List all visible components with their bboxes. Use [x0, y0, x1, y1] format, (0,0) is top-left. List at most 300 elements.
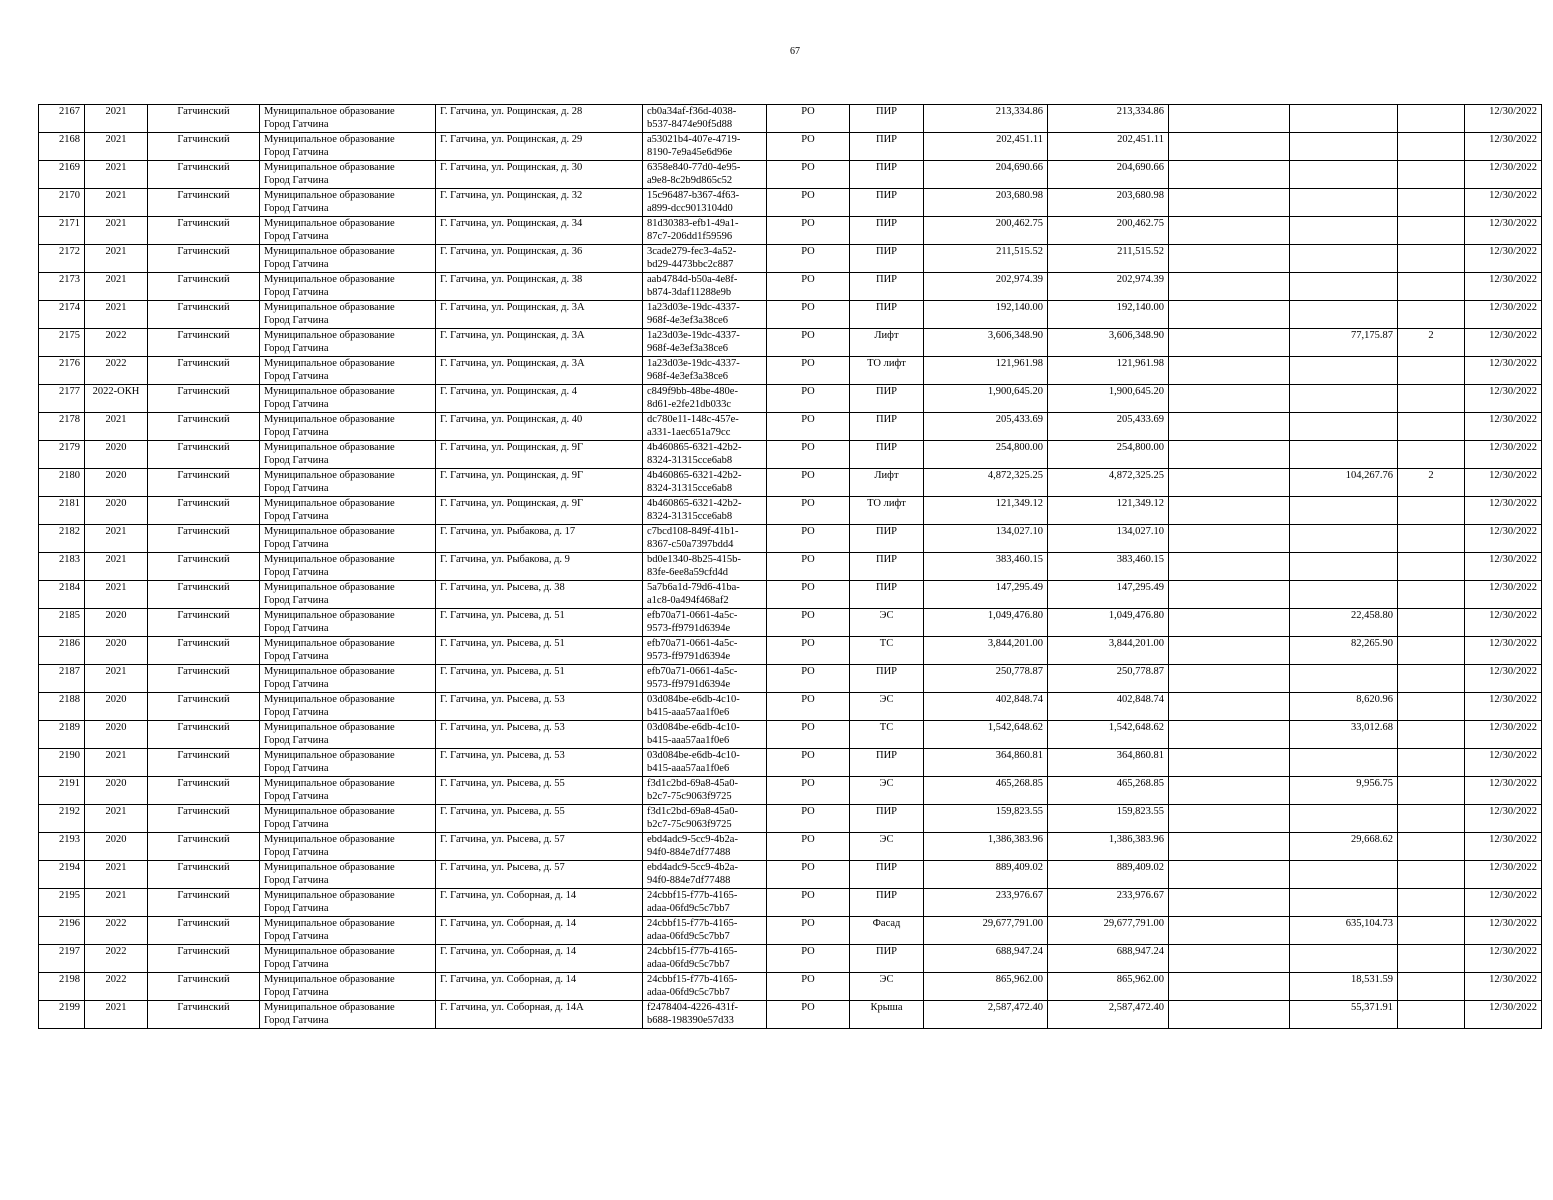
house-uuid-line: 4b460865-6321-42b2- — [647, 470, 742, 481]
date-cell: 12/30/2022 — [1465, 749, 1542, 777]
municipality-line: Муниципальное образование — [264, 890, 395, 901]
house-uuid-line: 03d084be-e6db-4c10- — [647, 694, 740, 705]
municipality-cell — [260, 889, 436, 917]
cost-total-cell: 213,334.86 — [1048, 105, 1169, 133]
date-cell: 12/30/2022 — [1465, 301, 1542, 329]
district-cell: Гатчинский — [148, 525, 260, 553]
work-type-cell: ПИР — [850, 385, 924, 413]
house-uuid-cell — [643, 469, 767, 497]
count-cell — [1398, 217, 1465, 245]
table-row — [39, 721, 1542, 749]
cost-total-cell: 250,778.87 — [1048, 665, 1169, 693]
table-row — [39, 133, 1542, 161]
district-cell: Гатчинский — [148, 1001, 260, 1029]
house-uuid-line: cb0a34af-f36d-4038- — [647, 106, 737, 117]
cost-cell: 121,349.12 — [924, 497, 1048, 525]
row-number-cell: 2176 — [39, 357, 85, 385]
table-row — [39, 497, 1542, 525]
house-uuid-line: f2478404-4226-431f- — [647, 1002, 738, 1013]
address-cell: Г. Гатчина, ул. Рысева, д. 38 — [436, 581, 643, 609]
municipality-line: Муниципальное образование — [264, 554, 395, 565]
municipality-cell — [260, 777, 436, 805]
fee-amount-cell — [1290, 749, 1398, 777]
address-cell: Г. Гатчина, ул. Рыбакова, д. 9 — [436, 553, 643, 581]
program-cell: РО — [767, 245, 850, 273]
table-row — [39, 301, 1542, 329]
cost-total-cell: 1,542,648.62 — [1048, 721, 1169, 749]
house-uuid-line: 3cade279-fec3-4a52- — [647, 246, 737, 257]
house-uuid-line: 6358e840-77d0-4e95- — [647, 162, 741, 173]
count-cell — [1398, 105, 1465, 133]
house-uuid-line: b688-198390e57d33 — [647, 1015, 734, 1026]
house-uuid-cell — [643, 833, 767, 861]
municipality-line: Муниципальное образование — [264, 246, 395, 257]
count-cell — [1398, 301, 1465, 329]
municipality-line: Муниципальное образование — [264, 386, 395, 397]
date-cell: 12/30/2022 — [1465, 245, 1542, 273]
municipality-line: Город Гатчина — [264, 511, 329, 522]
house-uuid-line: 8324-31315cce6ab8 — [647, 455, 733, 466]
row-number-cell: 2177 — [39, 385, 85, 413]
table-row — [39, 553, 1542, 581]
municipality-line: Город Гатчина — [264, 651, 329, 662]
fee-amount-cell — [1290, 805, 1398, 833]
work-type-cell: ТС — [850, 637, 924, 665]
cost-cell: 204,690.66 — [924, 161, 1048, 189]
row-number-cell: 2189 — [39, 721, 85, 749]
fee-amount-cell — [1290, 385, 1398, 413]
house-uuid-line: 15c96487-b367-4f63- — [647, 190, 740, 201]
work-type-cell: ЭС — [850, 693, 924, 721]
address-cell: Г. Гатчина, ул. Соборная, д. 14 — [436, 889, 643, 917]
program-cell: РО — [767, 301, 850, 329]
house-uuid-line: 8324-31315cce6ab8 — [647, 511, 733, 522]
house-uuid-line: 94f0-884e7df77488 — [647, 847, 731, 858]
row-number-cell: 2168 — [39, 133, 85, 161]
district-cell: Гатчинский — [148, 273, 260, 301]
program-cell: РО — [767, 525, 850, 553]
house-uuid-cell — [643, 889, 767, 917]
work-type-cell: ПИР — [850, 245, 924, 273]
extra-amount-cell — [1169, 329, 1290, 357]
date-cell: 12/30/2022 — [1465, 161, 1542, 189]
house-uuid-line: 8367-c50a7397bdd4 — [647, 539, 734, 550]
row-number-cell: 2173 — [39, 273, 85, 301]
municipality-line: Город Гатчина — [264, 959, 329, 970]
work-type-cell: ПИР — [850, 161, 924, 189]
program-cell: РО — [767, 917, 850, 945]
house-uuid-line: 24cbbf15-f77b-4165- — [647, 918, 738, 929]
house-uuid-cell — [643, 385, 767, 413]
municipality-line: Муниципальное образование — [264, 778, 395, 789]
municipality-line: Муниципальное образование — [264, 946, 395, 957]
fee-amount-cell — [1290, 525, 1398, 553]
date-cell: 12/30/2022 — [1465, 973, 1542, 1001]
house-uuid-line: a9e8-8c2b9d865c52 — [647, 175, 733, 186]
fee-amount-cell — [1290, 245, 1398, 273]
row-number-cell: 2175 — [39, 329, 85, 357]
house-uuid-cell — [643, 917, 767, 945]
district-cell: Гатчинский — [148, 693, 260, 721]
program-cell: РО — [767, 581, 850, 609]
extra-amount-cell — [1169, 609, 1290, 637]
address-cell: Г. Гатчина, ул. Рощинская, д. 9Г — [436, 441, 643, 469]
municipality-cell — [260, 805, 436, 833]
cost-cell: 200,462.75 — [924, 217, 1048, 245]
extra-amount-cell — [1169, 133, 1290, 161]
address-cell: Г. Гатчина, ул. Рысева, д. 57 — [436, 833, 643, 861]
table-row — [39, 861, 1542, 889]
cost-cell: 3,844,201.00 — [924, 637, 1048, 665]
house-uuid-cell — [643, 693, 767, 721]
address-cell: Г. Гатчина, ул. Рысева, д. 51 — [436, 609, 643, 637]
work-type-cell: ПИР — [850, 301, 924, 329]
municipality-line: Город Гатчина — [264, 231, 329, 242]
work-type-cell: ПИР — [850, 133, 924, 161]
row-number-cell: 2185 — [39, 609, 85, 637]
work-type-cell: ПИР — [850, 441, 924, 469]
fee-amount-cell — [1290, 441, 1398, 469]
program-cell: РО — [767, 329, 850, 357]
house-uuid-line: 968f-4e3ef3a38ce6 — [647, 371, 729, 382]
municipality-cell — [260, 609, 436, 637]
fee-amount-cell: 33,012.68 — [1290, 721, 1398, 749]
program-cell: РО — [767, 749, 850, 777]
municipality-line: Город Гатчина — [264, 931, 329, 942]
year-cell: 2021 — [85, 805, 148, 833]
count-cell — [1398, 609, 1465, 637]
district-cell: Гатчинский — [148, 329, 260, 357]
row-number-cell: 2198 — [39, 973, 85, 1001]
table-row — [39, 273, 1542, 301]
fee-amount-cell — [1290, 161, 1398, 189]
fee-amount-cell — [1290, 581, 1398, 609]
house-uuid-line: bd29-4473bbc2c887 — [647, 259, 734, 270]
program-cell: РО — [767, 637, 850, 665]
date-cell: 12/30/2022 — [1465, 385, 1542, 413]
count-cell — [1398, 721, 1465, 749]
program-cell: РО — [767, 105, 850, 133]
municipality-line: Муниципальное образование — [264, 302, 395, 313]
house-uuid-cell — [643, 301, 767, 329]
table-row — [39, 693, 1542, 721]
house-uuid-line: a331-1aec651a79cc — [647, 427, 731, 438]
cost-total-cell: 159,823.55 — [1048, 805, 1169, 833]
table-row — [39, 637, 1542, 665]
row-number-cell: 2180 — [39, 469, 85, 497]
cost-cell: 1,900,645.20 — [924, 385, 1048, 413]
year-cell: 2020 — [85, 441, 148, 469]
municipality-line: Муниципальное образование — [264, 106, 395, 117]
year-cell: 2020 — [85, 693, 148, 721]
extra-amount-cell — [1169, 693, 1290, 721]
district-cell: Гатчинский — [148, 385, 260, 413]
address-cell: Г. Гатчина, ул. Рыбакова, д. 17 — [436, 525, 643, 553]
date-cell: 12/30/2022 — [1465, 217, 1542, 245]
municipality-line: Город Гатчина — [264, 483, 329, 494]
municipality-cell — [260, 301, 436, 329]
count-cell — [1398, 497, 1465, 525]
date-cell: 12/30/2022 — [1465, 917, 1542, 945]
municipality-line: Город Гатчина — [264, 147, 329, 158]
address-cell: Г. Гатчина, ул. Рощинская, д. 9Г — [436, 469, 643, 497]
page-number: 67 — [790, 46, 800, 57]
row-number-cell: 2170 — [39, 189, 85, 217]
municipality-cell — [260, 189, 436, 217]
count-cell — [1398, 833, 1465, 861]
year-cell: 2020 — [85, 721, 148, 749]
cost-total-cell: 147,295.49 — [1048, 581, 1169, 609]
house-uuid-cell — [643, 189, 767, 217]
cost-total-cell: 1,900,645.20 — [1048, 385, 1169, 413]
year-cell: 2020 — [85, 833, 148, 861]
municipality-line: Город Гатчина — [264, 259, 329, 270]
program-cell: РО — [767, 609, 850, 637]
house-uuid-cell — [643, 329, 767, 357]
row-number-cell: 2178 — [39, 413, 85, 441]
municipality-line: Муниципальное образование — [264, 190, 395, 201]
fee-amount-cell: 18,531.59 — [1290, 973, 1398, 1001]
row-number-cell: 2194 — [39, 861, 85, 889]
year-cell: 2021 — [85, 413, 148, 441]
house-uuid-line: 87c7-206dd1f59596 — [647, 231, 733, 242]
count-cell — [1398, 805, 1465, 833]
cost-cell: 29,677,791.00 — [924, 917, 1048, 945]
year-cell: 2021 — [85, 889, 148, 917]
extra-amount-cell — [1169, 217, 1290, 245]
cost-total-cell: 383,460.15 — [1048, 553, 1169, 581]
extra-amount-cell — [1169, 805, 1290, 833]
cost-cell: 233,976.67 — [924, 889, 1048, 917]
municipality-line: Муниципальное образование — [264, 134, 395, 145]
cost-total-cell: 254,800.00 — [1048, 441, 1169, 469]
date-cell: 12/30/2022 — [1465, 833, 1542, 861]
program-cell: РО — [767, 553, 850, 581]
house-uuid-line: 81d30383-efb1-49a1- — [647, 218, 739, 229]
house-uuid-line: ebd4adc9-5cc9-4b2a- — [647, 862, 738, 873]
municipality-line: Город Гатчина — [264, 875, 329, 886]
house-uuid-cell — [643, 665, 767, 693]
work-type-cell: ПИР — [850, 189, 924, 217]
table-row — [39, 525, 1542, 553]
house-uuid-line: c849f9bb-48be-480e- — [647, 386, 738, 397]
municipality-cell — [260, 413, 436, 441]
house-uuid-cell — [643, 945, 767, 973]
table-row — [39, 357, 1542, 385]
year-cell: 2021 — [85, 161, 148, 189]
fee-amount-cell — [1290, 105, 1398, 133]
extra-amount-cell — [1169, 833, 1290, 861]
house-uuid-line: 4b460865-6321-42b2- — [647, 498, 742, 509]
count-cell — [1398, 777, 1465, 805]
date-cell: 12/30/2022 — [1465, 581, 1542, 609]
municipality-line: Город Гатчина — [264, 175, 329, 186]
count-cell — [1398, 385, 1465, 413]
house-uuid-line: 1a23d03e-19dc-4337- — [647, 302, 740, 313]
count-cell — [1398, 161, 1465, 189]
row-number-cell: 2171 — [39, 217, 85, 245]
table-row — [39, 329, 1542, 357]
year-cell: 2020 — [85, 609, 148, 637]
program-cell: РО — [767, 189, 850, 217]
cost-cell: 205,433.69 — [924, 413, 1048, 441]
cost-cell: 402,848.74 — [924, 693, 1048, 721]
cost-total-cell: 865,962.00 — [1048, 973, 1169, 1001]
year-cell: 2022 — [85, 357, 148, 385]
extra-amount-cell — [1169, 777, 1290, 805]
address-cell: Г. Гатчина, ул. Рощинская, д. 3А — [436, 301, 643, 329]
table-row — [39, 441, 1542, 469]
table-row — [39, 161, 1542, 189]
address-cell: Г. Гатчина, ул. Рысева, д. 53 — [436, 721, 643, 749]
address-cell: Г. Гатчина, ул. Рощинская, д. 40 — [436, 413, 643, 441]
date-cell: 12/30/2022 — [1465, 273, 1542, 301]
extra-amount-cell — [1169, 497, 1290, 525]
cost-total-cell: 364,860.81 — [1048, 749, 1169, 777]
count-cell — [1398, 581, 1465, 609]
year-cell: 2021 — [85, 665, 148, 693]
municipality-line: Муниципальное образование — [264, 694, 395, 705]
cost-total-cell: 4,872,325.25 — [1048, 469, 1169, 497]
house-uuid-line: 94f0-884e7df77488 — [647, 875, 731, 886]
municipality-line: Муниципальное образование — [264, 1002, 395, 1013]
municipality-line: Муниципальное образование — [264, 330, 395, 341]
date-cell: 12/30/2022 — [1465, 777, 1542, 805]
municipality-cell — [260, 637, 436, 665]
date-cell: 12/30/2022 — [1465, 413, 1542, 441]
extra-amount-cell — [1169, 105, 1290, 133]
extra-amount-cell — [1169, 665, 1290, 693]
table-row — [39, 609, 1542, 637]
house-uuid-line: efb70a71-0661-4a5c- — [647, 666, 738, 677]
count-cell — [1398, 273, 1465, 301]
fee-amount-cell — [1290, 189, 1398, 217]
count-cell — [1398, 245, 1465, 273]
district-cell: Гатчинский — [148, 161, 260, 189]
row-number-cell: 2172 — [39, 245, 85, 273]
house-uuid-cell — [643, 133, 767, 161]
table-row — [39, 665, 1542, 693]
date-cell: 12/30/2022 — [1465, 805, 1542, 833]
district-cell: Гатчинский — [148, 609, 260, 637]
house-uuid-cell — [643, 441, 767, 469]
fee-amount-cell: 77,175.87 — [1290, 329, 1398, 357]
program-cell: РО — [767, 469, 850, 497]
cost-cell: 159,823.55 — [924, 805, 1048, 833]
date-cell: 12/30/2022 — [1465, 945, 1542, 973]
municipality-cell — [260, 945, 436, 973]
fee-amount-cell: 55,371.91 — [1290, 1001, 1398, 1029]
cost-cell: 192,140.00 — [924, 301, 1048, 329]
municipality-line: Город Гатчина — [264, 371, 329, 382]
program-cell: РО — [767, 777, 850, 805]
district-cell: Гатчинский — [148, 133, 260, 161]
address-cell: Г. Гатчина, ул. Рысева, д. 53 — [436, 693, 643, 721]
house-uuid-line: a53021b4-407e-4719- — [647, 134, 741, 145]
fee-amount-cell — [1290, 301, 1398, 329]
house-uuid-line: efb70a71-0661-4a5c- — [647, 638, 738, 649]
count-cell — [1398, 973, 1465, 1001]
year-cell: 2022 — [85, 945, 148, 973]
municipality-line: Город Гатчина — [264, 119, 329, 130]
count-cell — [1398, 861, 1465, 889]
house-uuid-line: 5a7b6a1d-79d6-41ba- — [647, 582, 740, 593]
cost-cell: 134,027.10 — [924, 525, 1048, 553]
date-cell: 12/30/2022 — [1465, 329, 1542, 357]
house-uuid-line: c7bcd108-849f-41b1- — [647, 526, 739, 537]
cost-total-cell: 205,433.69 — [1048, 413, 1169, 441]
address-cell: Г. Гатчина, ул. Рысева, д. 55 — [436, 805, 643, 833]
program-cell: РО — [767, 889, 850, 917]
fee-amount-cell: 29,668.62 — [1290, 833, 1398, 861]
house-uuid-cell — [643, 357, 767, 385]
district-cell: Гатчинский — [148, 469, 260, 497]
year-cell: 2021 — [85, 273, 148, 301]
extra-amount-cell — [1169, 189, 1290, 217]
municipality-line: Муниципальное образование — [264, 414, 395, 425]
program-cell: РО — [767, 973, 850, 1001]
municipality-line: Муниципальное образование — [264, 358, 395, 369]
extra-amount-cell — [1169, 385, 1290, 413]
municipality-line: Муниципальное образование — [264, 582, 395, 593]
table-row — [39, 805, 1542, 833]
work-type-cell: Фасад — [850, 917, 924, 945]
house-uuid-line: adaa-06fd9c5c7bb7 — [647, 931, 730, 942]
house-uuid-line: 8324-31315cce6ab8 — [647, 483, 733, 494]
extra-amount-cell — [1169, 945, 1290, 973]
table-body — [39, 105, 1542, 1029]
address-cell: Г. Гатчина, ул. Соборная, д. 14 — [436, 917, 643, 945]
house-uuid-line: aab4784d-b50a-4e8f- — [647, 274, 738, 285]
district-cell: Гатчинский — [148, 749, 260, 777]
address-cell: Г. Гатчина, ул. Рысева, д. 51 — [436, 665, 643, 693]
program-cell: РО — [767, 805, 850, 833]
municipality-cell — [260, 973, 436, 1001]
work-type-cell: ЭС — [850, 833, 924, 861]
row-number-cell: 2186 — [39, 637, 85, 665]
house-uuid-line: 9573-ff9791d6394e — [647, 651, 731, 662]
municipality-cell — [260, 721, 436, 749]
year-cell: 2021 — [85, 301, 148, 329]
house-uuid-cell — [643, 973, 767, 1001]
year-cell: 2021 — [85, 1001, 148, 1029]
date-cell: 12/30/2022 — [1465, 637, 1542, 665]
cost-cell: 213,334.86 — [924, 105, 1048, 133]
cost-total-cell: 192,140.00 — [1048, 301, 1169, 329]
year-cell: 2022 — [85, 917, 148, 945]
house-uuid-line: adaa-06fd9c5c7bb7 — [647, 959, 730, 970]
count-cell — [1398, 889, 1465, 917]
municipality-cell — [260, 385, 436, 413]
municipality-cell — [260, 581, 436, 609]
row-number-cell: 2167 — [39, 105, 85, 133]
municipality-line: Муниципальное образование — [264, 442, 395, 453]
municipality-line: Город Гатчина — [264, 735, 329, 746]
municipality-cell — [260, 749, 436, 777]
work-type-cell: ЭС — [850, 609, 924, 637]
extra-amount-cell — [1169, 301, 1290, 329]
row-number-cell: 2184 — [39, 581, 85, 609]
year-cell: 2021 — [85, 105, 148, 133]
municipality-cell — [260, 329, 436, 357]
municipality-cell — [260, 553, 436, 581]
house-uuid-line: 8190-7e9a45e6d96e — [647, 147, 733, 158]
date-cell: 12/30/2022 — [1465, 861, 1542, 889]
municipality-line: Город Гатчина — [264, 763, 329, 774]
house-uuid-cell — [643, 105, 767, 133]
district-cell: Гатчинский — [148, 665, 260, 693]
year-cell: 2021 — [85, 525, 148, 553]
